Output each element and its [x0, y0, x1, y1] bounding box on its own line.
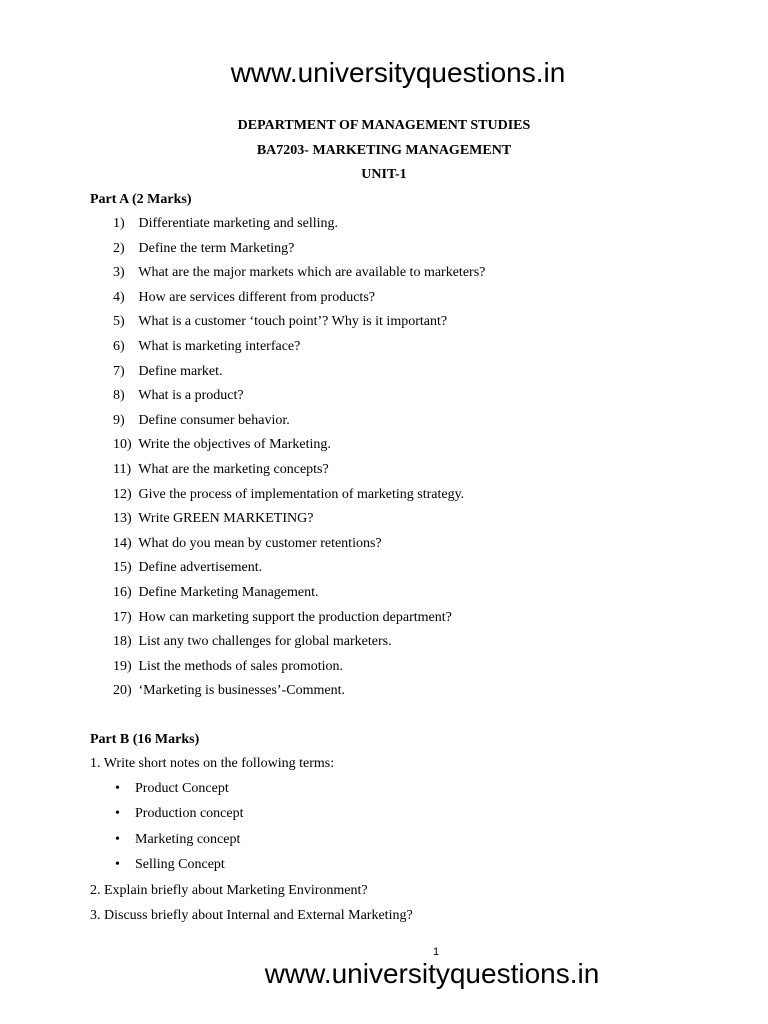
- question-text: Write the objectives of Marketing.: [138, 437, 331, 453]
- question-text: List any two challenges for global marketers.: [138, 634, 392, 650]
- question-number: 15): [113, 560, 132, 576]
- question-number: 5): [113, 314, 125, 330]
- question-item: [113, 461, 485, 486]
- question-item: [113, 559, 485, 584]
- bullet-item: [115, 831, 413, 857]
- part-a-heading: Part A (2 Marks): [90, 192, 192, 207]
- bullet-icon: •: [115, 806, 120, 822]
- site-footer-url: www.universityquestions.in: [264, 958, 600, 989]
- question-item: [113, 486, 485, 511]
- question-text: What is marketing interface?: [138, 338, 301, 354]
- question-number: 7): [113, 363, 125, 379]
- question-text: Write GREEN MARKETING?: [138, 511, 314, 527]
- question-item: [113, 682, 485, 707]
- question-item: [113, 412, 485, 437]
- bullet-text: Product Concept: [135, 780, 229, 796]
- question-text: How are services different from products?: [138, 289, 375, 305]
- question-number: 1): [113, 216, 125, 231]
- question-number: 19): [113, 658, 132, 674]
- question-item: [113, 510, 485, 535]
- question-number: 10): [113, 437, 132, 453]
- part-a-question-list: [113, 215, 485, 707]
- question-number: 12): [113, 486, 132, 502]
- part-b-heading: Part B (16 Marks): [90, 732, 200, 747]
- bullet-icon: •: [115, 831, 120, 847]
- question-item: [113, 535, 485, 560]
- question-item: 3. Discuss briefly about Internal and External Marketing?: [90, 907, 413, 923]
- department-heading: DEPARTMENT OF MANAGEMENT STUDIES: [237, 118, 531, 133]
- question-text: What is a customer ‘touch point’? Why is it important?: [138, 314, 448, 330]
- question-text: Give the process of implementation of marketing strategy.: [138, 486, 465, 502]
- question-text: What are the major markets which are available to marketers?: [138, 265, 486, 281]
- question-item: [113, 436, 485, 461]
- question-item: [113, 264, 485, 289]
- question-item: [113, 313, 485, 338]
- question-item: [113, 658, 485, 683]
- question-number: 3): [113, 265, 125, 281]
- question-number: 4): [113, 289, 125, 305]
- question-text: How can marketing support the production department?: [138, 609, 452, 625]
- question-text: Define consumer behavior.: [138, 412, 290, 428]
- question-number: 14): [113, 535, 132, 551]
- question-number: 18): [113, 634, 132, 650]
- question-number: 13): [113, 511, 132, 527]
- question-number: 11): [113, 461, 132, 477]
- site-header-url: www.universityquestions.in: [230, 57, 566, 88]
- question-item: [113, 633, 485, 658]
- question-number: 9): [113, 412, 125, 428]
- bullet-text: Production concept: [135, 806, 244, 822]
- unit-heading: UNIT-1: [361, 167, 407, 182]
- question-text: Define market.: [138, 363, 223, 379]
- question-text: Define Marketing Management.: [138, 584, 319, 600]
- question-text: What do you mean by customer retentions?: [138, 535, 382, 551]
- page-number: 1: [433, 946, 440, 958]
- question-item: [113, 609, 485, 634]
- bullet-item: [115, 805, 413, 831]
- question-item: 1. Write short notes on the following terms:: [90, 756, 335, 771]
- question-item: 2. Explain briefly about Marketing Environment?: [90, 882, 368, 898]
- question-text: Define the term Marketing?: [138, 240, 295, 256]
- bullet-icon: •: [115, 780, 120, 796]
- course-heading: BA7203- MARKETING MANAGEMENT: [256, 143, 512, 158]
- question-text: List the methods of sales promotion.: [138, 658, 344, 674]
- question-item: [113, 338, 485, 363]
- question-number: 2): [113, 240, 125, 256]
- question-text: Define advertisement.: [138, 560, 263, 576]
- part-b-question-list: [90, 755, 413, 932]
- question-number: 16): [113, 584, 132, 600]
- question-text: What is a product?: [138, 388, 244, 404]
- question-text: Differentiate marketing and selling.: [138, 216, 339, 231]
- question-item: [113, 289, 485, 314]
- bullet-list: [90, 780, 413, 882]
- question-number: 6): [113, 338, 125, 354]
- bullet-item: [115, 780, 413, 806]
- question-subitems: [90, 780, 413, 882]
- bullet-text: Selling Concept: [135, 857, 225, 873]
- question-item: [113, 584, 485, 609]
- question-number: 8): [113, 388, 125, 404]
- question-item: [113, 215, 485, 240]
- bullet-item: [115, 856, 413, 882]
- bullet-icon: •: [115, 857, 120, 873]
- question-number: 17): [113, 609, 132, 625]
- question-text: ‘Marketing is businesses’-Comment.: [138, 683, 345, 699]
- question-item: [113, 363, 485, 388]
- question-text: What are the marketing concepts?: [138, 461, 329, 477]
- question-item: [113, 387, 485, 412]
- question-item: [113, 240, 485, 265]
- question-number: 20): [113, 683, 132, 699]
- bullet-text: Marketing concept: [135, 831, 241, 847]
